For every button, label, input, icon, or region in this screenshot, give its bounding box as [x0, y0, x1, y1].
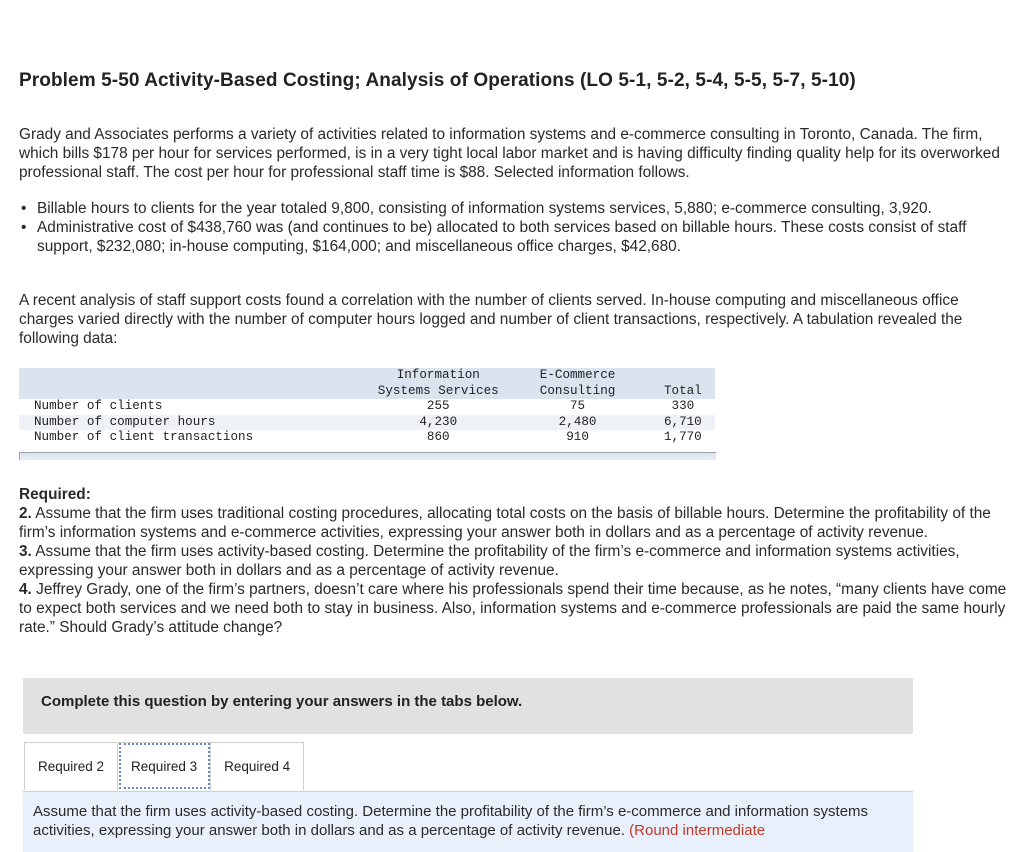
row-info-value: 4,230	[372, 415, 504, 431]
analysis-paragraph: A recent analysis of staff support costs found a correlation with the number of clients served. In-house computing and miscellaneous office charges varied directly with the number of computer hours logged and number of client transactions, respectively. A tabulation revealed the following data:	[19, 292, 963, 347]
required-item-4	[19, 580, 1009, 637]
required-heading: Required:	[19, 486, 91, 503]
required-item-3	[19, 542, 1009, 580]
row-info-value: 860	[372, 430, 504, 446]
table-footer-bar	[19, 452, 716, 460]
intro-paragraph: Grady and Associates performs a variety of activities related to information systems and e-commerce consulting in Toronto, Canada. The firm, which bills $178 per hour for services performed, is in a very tight local labor market and is having difficulty finding quality help for its overworked professional staff. The cost per hour for professional staff time is $88. Selected information follows.	[19, 126, 1000, 181]
required-number: 4.	[19, 581, 32, 598]
info-bullets	[19, 199, 1009, 256]
tab-required-4[interactable]: Required 4	[211, 742, 304, 790]
activity-data-table	[19, 368, 715, 446]
required-number: 2.	[19, 505, 32, 522]
row-ecom-value: 75	[504, 399, 650, 415]
tab-instructions	[33, 802, 903, 840]
row-label: Number of clients	[19, 399, 372, 415]
table-header-blank	[19, 384, 372, 400]
required-text: Assume that the firm uses activity-based costing. Determine the profitability of the firm’s e-commerce and information systems activities, expressing your answer both in dollars and as a percentage of activity revenue.	[19, 543, 960, 579]
row-info-value: 255	[372, 399, 504, 415]
instruction-text: Complete this question by entering your answers in the tabs below.	[41, 693, 523, 710]
instruction-banner	[23, 678, 913, 734]
tab-instructions-text: Assume that the firm uses activity-based costing. Determine the profitability of the firm’s e-commerce and information systems activities, expressing your answer both in dollars and as a percentage of activity revenue.	[33, 803, 869, 839]
table-row	[19, 430, 715, 446]
required-text: Assume that the firm uses traditional costing procedures, allocating total costs on the basis of billable hours. Determine the profitability of the firm’s information systems and e-commerce activities, expressing your answer both in dollars and as a percentage of activity revenue.	[19, 505, 991, 541]
required-number: 3.	[19, 543, 32, 560]
row-ecom-value: 2,480	[504, 415, 650, 431]
header-total-blank	[651, 368, 715, 384]
header-ecommerce-1: E-Commerce	[504, 368, 650, 384]
answer-tabs	[24, 742, 304, 791]
row-total-value: 6,710	[651, 415, 715, 431]
table-row	[19, 399, 715, 415]
row-label: Number of computer hours	[19, 415, 372, 431]
tab-required-3[interactable]: Required 3	[118, 742, 211, 790]
table-header-row-1	[19, 368, 715, 384]
row-label: Number of client transactions	[19, 430, 372, 446]
tab-required-2[interactable]: Required 2	[24, 742, 118, 790]
bullet-item: • Billable hours to clients for the year totaled 9,800, consisting of information systems services, 5,880; e-commerce consulting, 3,920.	[19, 199, 1009, 218]
table-header-blank	[19, 368, 372, 384]
page-title: Problem 5-50 Activity-Based Costing; Analysis of Operations (LO 5-1, 5-2, 5-4, 5-5, 5-7, 5-10)	[19, 70, 856, 91]
header-ecommerce-2: Consulting	[504, 384, 650, 400]
header-info-systems-2: Systems Services	[372, 384, 504, 400]
bullet-item: • Administrative cost of $438,760 was (and continues to be) allocated to both services based on billable hours. These costs consist of staff support, $232,080; in-house computing, $164,000; and miscellaneous office charges, $42,680.	[19, 218, 1009, 256]
row-total-value: 1,770	[651, 430, 715, 446]
required-item-2	[19, 504, 1009, 542]
header-total: Total	[651, 384, 715, 400]
row-total-value: 330	[651, 399, 715, 415]
header-info-systems-1: Information	[372, 368, 504, 384]
table-header-row-2	[19, 384, 715, 400]
tab-content-panel	[23, 791, 913, 852]
row-ecom-value: 910	[504, 430, 650, 446]
required-text: Jeffrey Grady, one of the firm’s partners, doesn’t care where his professionals spend their time because, as he notes, “many clients have come to expect both services and we need both to stay in business. Also, information systems and e-commerce professionals are paid the same hourly rate.” Should Grady’s attitude change?	[19, 581, 1007, 636]
table-row	[19, 415, 715, 431]
required-section	[19, 485, 1009, 637]
rounding-hint: (Round intermediate	[629, 822, 766, 839]
